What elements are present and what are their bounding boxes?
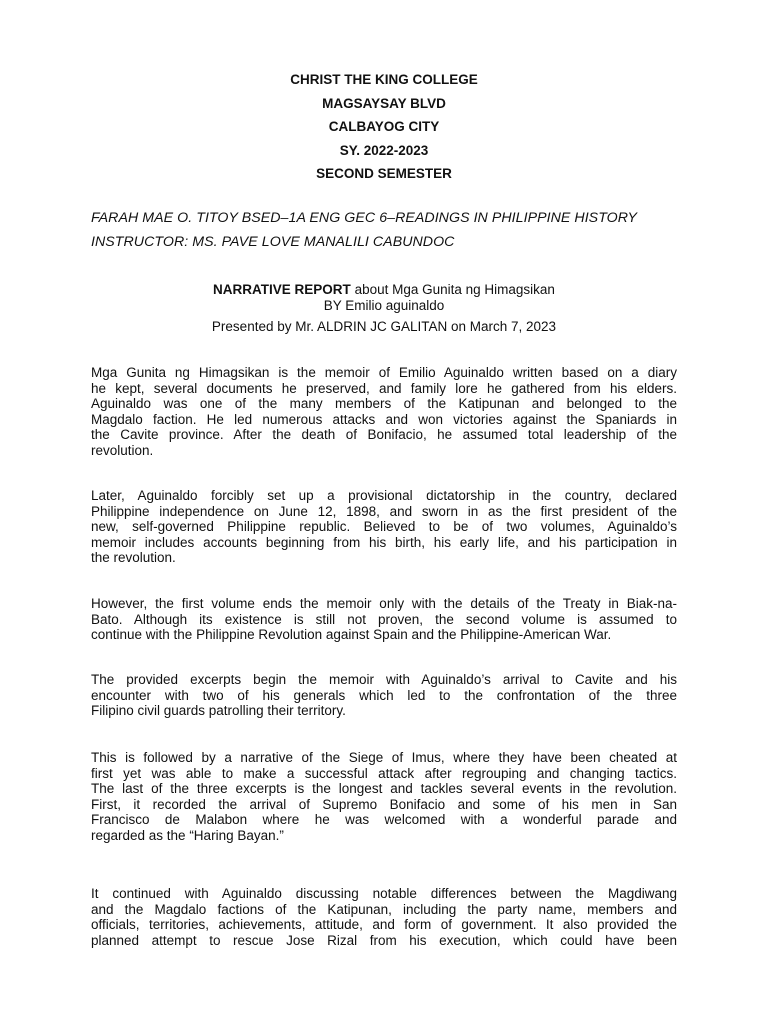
paragraph-line: the revolution. bbox=[91, 550, 176, 566]
instructor-line: INSTRUCTOR: MS. PAVE LOVE MANALILI CABUNDOC bbox=[91, 234, 455, 250]
paragraph-line: The provided excerpts begin the memoir with Aguinaldo’s arrival to Cavite and his bbox=[91, 672, 677, 687]
paragraph-3 bbox=[91, 596, 677, 643]
paragraph-line: Later, Aguinaldo forcibly set up a provisional dictatorship in the country, declared bbox=[91, 488, 677, 503]
paragraph-line: the Cavite province. After the death of Bonifacio, he assumed total leadership of the bbox=[91, 427, 677, 443]
paragraph-line: regarded as the “Haring Bayan.” bbox=[91, 827, 284, 843]
report-title-bold: NARRATIVE REPORT bbox=[213, 282, 351, 297]
paragraph-line: Magdalo faction. He led numerous attacks and won victories against the Spaniards in bbox=[91, 411, 677, 427]
presented-by-line: Presented by Mr. ALDRIN JC GALITAN on March 7, 2023 bbox=[211, 319, 557, 334]
college-name: CHRIST THE KING COLLEGE bbox=[290, 72, 478, 87]
paragraph-line: First, it recorded the arrival of Supremo Bonifacio and some of his men in San bbox=[91, 796, 677, 812]
paragraph-line: first yet was able to make a successful attack after regrouping and changing tactics. bbox=[91, 765, 677, 781]
report-title bbox=[0, 282, 768, 298]
document-header bbox=[0, 71, 768, 189]
paragraph-line: revolution. bbox=[91, 442, 154, 458]
paragraph-line: This is followed by a narrative of the Siege of Imus, where they have been cheated at bbox=[91, 750, 677, 765]
student-course-line: FARAH MAE O. TITOY BSED–1A ENG GEC 6–READINGS IN PHILIPPINE HISTORY bbox=[91, 210, 638, 226]
report-title-block bbox=[0, 282, 768, 314]
paragraph-line: Mga Gunita ng Himagsikan is the memoir of Emilio Aguinaldo written based on a diary bbox=[91, 365, 677, 380]
paragraph-line: and the Magdalo factions of the Katipunan, including the party name, members and bbox=[91, 901, 677, 917]
paragraph-line: Francisco de Malabon where he was welcomed with a wonderful parade and bbox=[91, 812, 677, 828]
college-city: CALBAYOG CITY bbox=[328, 119, 440, 134]
paragraph-5 bbox=[91, 750, 677, 844]
paragraph-line: new, self-governed Philippine republic. Believed to be of two volumes, Aguinaldo’s bbox=[91, 519, 677, 535]
semester: SECOND SEMESTER bbox=[316, 166, 452, 181]
paragraph-line: Aguinaldo was one of the many members of the Katipunan and belonged to the bbox=[91, 396, 677, 412]
paragraph-line: It continued with Aguinaldo discussing notable differences between the Magdiwang bbox=[91, 886, 677, 901]
college-street: MAGSAYSAY BLVD bbox=[322, 95, 446, 111]
paragraph-6 bbox=[91, 886, 677, 948]
report-title-rest: about Mga Gunita ng Himagsikan bbox=[350, 282, 555, 297]
paragraph-line: officials, territories, achievements, attitude, and form of government. It also provided the bbox=[91, 917, 677, 933]
report-author: BY Emilio aguinaldo bbox=[323, 298, 445, 313]
paragraph-line: continue with the Philippine Revolution against Spain and the Philippine-American War. bbox=[91, 627, 612, 643]
paragraph-line: encounter with two of his generals which led to the confrontation of the three bbox=[91, 687, 677, 703]
paragraph-line: Philippine independence on June 12, 1898, and sworn in as the first president of the bbox=[91, 503, 677, 519]
paragraph-line: Filipino civil guards patrolling their territory. bbox=[91, 703, 346, 719]
school-year: SY. 2022-2023 bbox=[339, 142, 429, 158]
paragraph-line: However, the first volume ends the memoir only with the details of the Treaty in Biak-na- bbox=[91, 596, 677, 611]
paragraph-4 bbox=[91, 672, 677, 719]
paragraph-2 bbox=[91, 488, 677, 566]
paragraph-line: The last of the three excerpts is the longest and tackles several events in the revolution. bbox=[91, 781, 677, 797]
paragraph-1 bbox=[91, 365, 677, 459]
paragraph-line: memoir includes accounts beginning from his birth, his early life, and his participation in bbox=[91, 534, 677, 550]
paragraph-line: he kept, several documents he preserved, and family lore he gathered from his elders. bbox=[91, 380, 677, 396]
paragraph-line: Bato. Although its existence is still not proven, the second volume is assumed to bbox=[91, 611, 677, 627]
paragraph-line: planned attempt to rescue Jose Rizal from his execution, which could have been bbox=[91, 932, 677, 948]
